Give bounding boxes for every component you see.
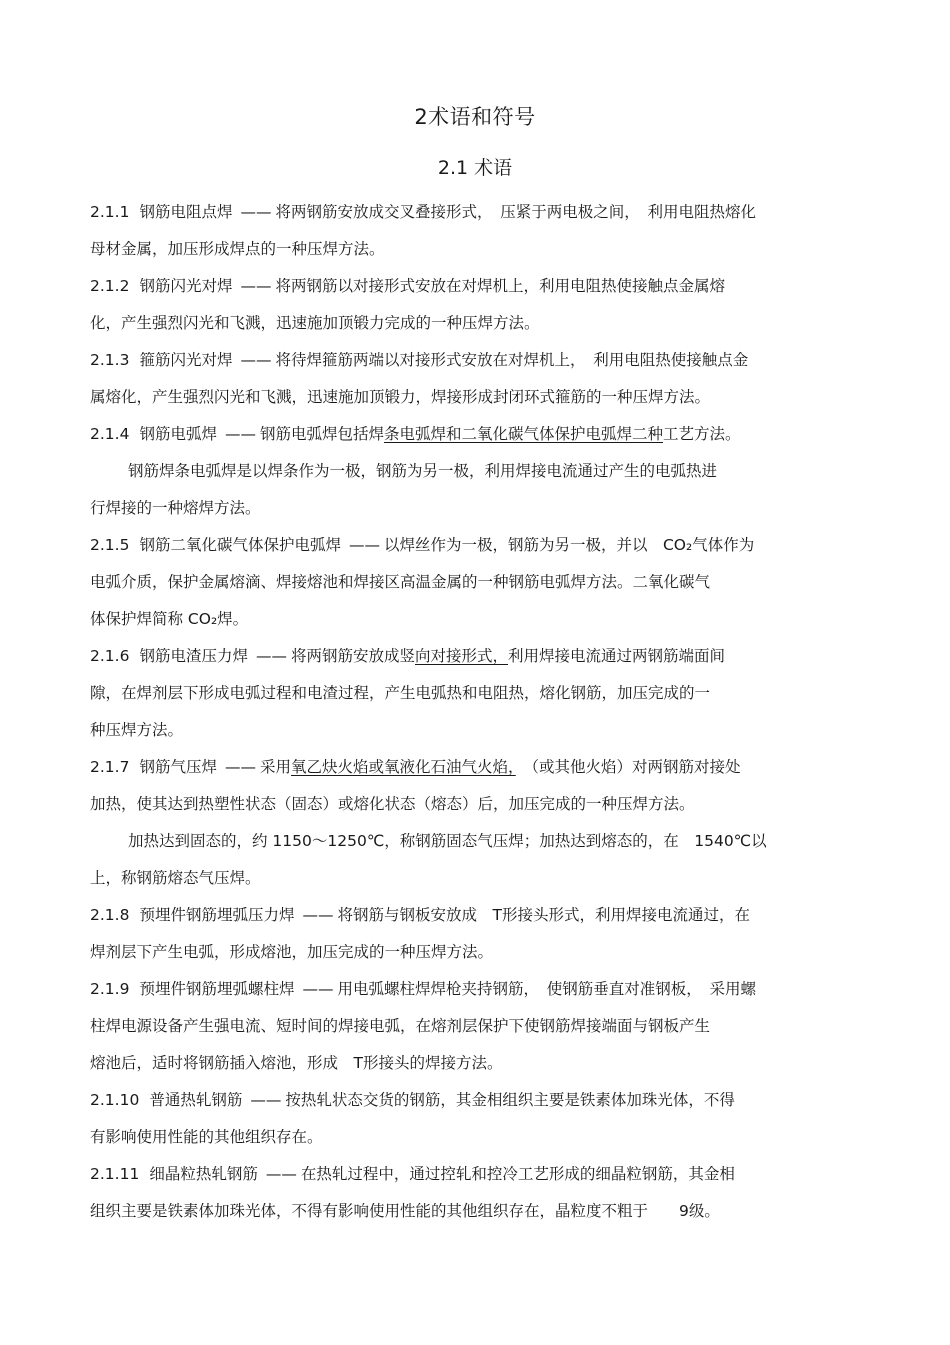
term-dash: ——: [348, 536, 380, 554]
underlined-text: 向对接形式，: [414, 647, 508, 665]
paragraph-line: 钢筋焊条电弧焊是以焊条作为一极，钢筋为另一极，利用焊接电流通过产生的电弧热进: [128, 462, 718, 480]
clause-number: 2.1.5: [90, 536, 130, 554]
term-definition: 利用焊接电流通过两钢筋端面间: [508, 647, 726, 665]
term-definition-line: 种压焊方法。: [90, 721, 184, 739]
term-definition: （或其他火焰）对两钢筋对接处: [515, 758, 741, 776]
term-name: 钢筋二氧化碳气体保护电弧焊: [139, 536, 341, 554]
term-dash: ——: [302, 980, 334, 998]
term-dash: ——: [240, 351, 272, 369]
section-title: 2.1 术语: [437, 157, 513, 179]
clause-number: 2.1.9: [90, 980, 130, 998]
term-name: 钢筋电渣压力焊: [139, 647, 248, 665]
term-name: 细晶粒热轧钢筋: [149, 1165, 258, 1183]
term-definition-line: 组织主要是铁素体加珠光体，不得有影响使用性能的其他组织存在，晶粒度不粗于 9级。: [90, 1202, 720, 1220]
clause-number: 2.1.3: [90, 351, 130, 369]
term-name: 箍筋闪光对焊: [139, 351, 233, 369]
clause-number: 2.1.8: [90, 906, 130, 924]
clause-number: 2.1.11: [90, 1165, 140, 1183]
term-name: 钢筋气压焊: [139, 758, 217, 776]
term-name: 预埋件钢筋埋弧压力焊: [139, 906, 295, 924]
clause-number: 2.1.4: [90, 425, 130, 443]
term-dash: ——: [265, 1165, 297, 1183]
term-entry-line: [90, 532, 880, 569]
term-entry-line: [90, 902, 880, 939]
clause-number: 2.1.7: [90, 758, 130, 776]
term-definition-line: 电弧介质，保护金属熔滴、焊接熔池和焊接区高温金属的一种钢筋电弧焊方法。二氧化碳气: [90, 573, 711, 591]
term-definition-line: 熔池后，适时将钢筋插入熔池，形成 T形接头的焊接方法。: [90, 1054, 503, 1072]
term-entry-line: [90, 1161, 880, 1198]
term-entry-line: [90, 273, 880, 310]
clause-number: 2.1.1: [90, 203, 130, 221]
term-definition: 按热轧状态交货的钢筋，其金相组织主要是铁素体加珠光体，不得: [285, 1091, 735, 1109]
term-entry-line: [90, 976, 880, 1013]
term-definition-line: 加热，使其达到热塑性状态（固态）或熔化状态（熔态）后，加压完成的一种压焊方法。: [90, 795, 695, 813]
term-definition-line: 隙，在焊剂层下形成电弧过程和电渣过程，产生电弧热和电阻热，熔化钢筋，加压完成的一: [90, 684, 711, 702]
term-dash: ——: [302, 906, 334, 924]
term-name: 钢筋电弧焊: [139, 425, 217, 443]
clause-number: 2.1.10: [90, 1091, 140, 1109]
term-dash: ——: [250, 1091, 282, 1109]
term-entry-line: [90, 754, 880, 791]
term-definition: 将两钢筋以对接形式安放在对焊机上，利用电阻热使接触点金属熔: [275, 277, 725, 295]
term-name: 钢筋闪光对焊: [139, 277, 233, 295]
term-dash: ——: [240, 277, 272, 295]
term-definition-line: 体保护焊简称 CO₂焊。: [90, 610, 249, 628]
term-definition: 将待焊箍筋两端以对接形式安放在对焊机上， 利用电阻热使接触点金: [275, 351, 749, 369]
term-definition: 将两钢筋安放成交叉叠接形式， 压紧于两电极之间， 利用电阻热熔化: [275, 203, 756, 221]
term-name: 钢筋电阻点焊: [139, 203, 233, 221]
term-definition-line: 化，产生强烈闪光和飞溅，迅速施加顶锻力完成的一种压焊方法。: [90, 314, 540, 332]
term-definition-line: 焊剂层下产生电弧，形成熔池，加压完成的一种压焊方法。: [90, 943, 494, 961]
term-dash: ——: [224, 758, 256, 776]
term-definition: 采用: [259, 758, 291, 776]
term-entry-line: [90, 1087, 880, 1124]
paragraph-line: 行焊接的一种熔焊方法。: [90, 499, 261, 517]
term-entry-line: [90, 643, 880, 680]
term-definition: 用电弧螺柱焊焊枪夹持钢筋， 使钢筋垂直对准钢板， 采用螺: [337, 980, 756, 998]
term-name: 普通热轧钢筋: [149, 1091, 243, 1109]
term-definition-line: 母材金属，加压形成焊点的一种压焊方法。: [90, 240, 385, 258]
term-dash: ——: [224, 425, 256, 443]
term-name: 预埋件钢筋埋弧螺柱焊: [139, 980, 295, 998]
term-definition: 将两钢筋安放成竖: [290, 647, 415, 665]
chapter-title: 2术语和符号: [414, 105, 536, 129]
paragraph-line: 加热达到固态的，约 1150～1250℃，称钢筋固态气压焊；加热达到熔态的，在 1540℃以: [128, 832, 767, 850]
term-entry-line: [90, 347, 880, 384]
term-definition-line: 有影响使用性能的其他组织存在。: [90, 1128, 323, 1146]
term-definition: 钢筋电弧焊包括焊: [259, 425, 384, 443]
term-entry-line: [90, 421, 880, 458]
underlined-text: 条电弧焊和二氧化碳气体保护电弧焊二种: [383, 425, 663, 443]
term-definition: 在热轧过程中，通过控轧和控冷工艺形成的细晶粒钢筋，其金相: [300, 1165, 735, 1183]
term-definition: 工艺方法。: [663, 425, 741, 443]
term-entry-line: [90, 199, 880, 236]
term-definition: 将钢筋与钢板安放成 T形接头形式，利用焊接电流通过，在: [337, 906, 750, 924]
paragraph-line: 上，称钢筋熔态气压焊。: [90, 869, 261, 887]
term-definition-line: 柱焊电源设备产生强电流、短时间的焊接电弧，在熔剂层保护下使钢筋焊接端面与钢板产生: [90, 1017, 711, 1035]
clause-number: 2.1.2: [90, 277, 130, 295]
term-definition: 以焊丝作为一极，钢筋为另一极，并以 CO₂气体作为: [383, 536, 755, 554]
underlined-text: 氧乙炔火焰或氧液化石油气火焰，: [290, 758, 516, 776]
terms-list: [90, 199, 880, 1235]
term-definition-line: 属熔化，产生强烈闪光和飞溅，迅速施加顶锻力，焊接形成封闭环式箍筋的一种压焊方法。: [90, 388, 711, 406]
clause-number: 2.1.6: [90, 647, 130, 665]
term-dash: ——: [240, 203, 272, 221]
term-dash: ——: [255, 647, 287, 665]
